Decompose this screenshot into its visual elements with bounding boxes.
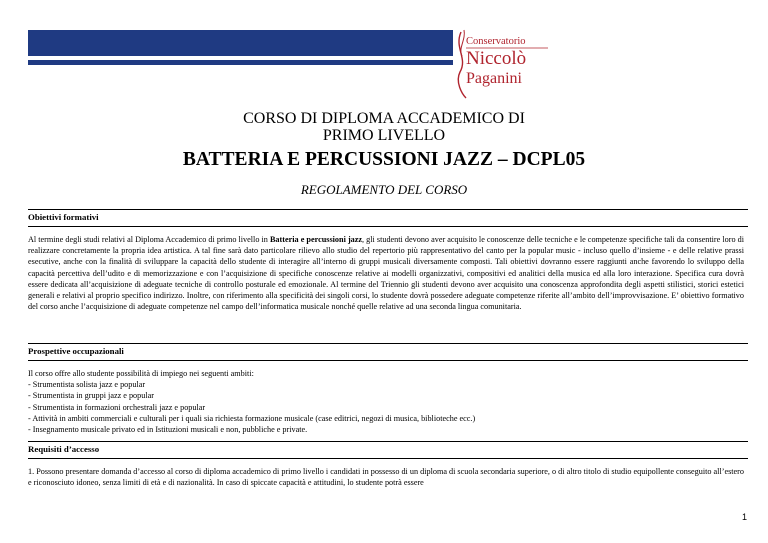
list-item: - Insegnamento musicale privato ed in Istituzioni musicali e non, pubbliche e private. [28,425,308,435]
header-band-thin [28,60,453,65]
obiettivi-paragraph [28,234,744,312]
logo-line-1: Conservatorio [466,36,526,47]
prospettive-list [28,368,744,435]
course-title: BATTERIA E PERCUSSIONI JAZZ – DCPL05 [182,149,586,170]
section-heading-prospettive: Prospettive occupazionali [28,346,124,356]
page-number: 1 [742,512,748,522]
obiettivi-text-end: , gli studenti devono aver acquisito le conoscenze delle tecniche e le competenze specifiche tali da consentire loro di realizzare concretamente la propria idea artistica. A tal fine sarà dato particolare rilievo allo studio del repertorio più rappresentativo del canto per la popular music - incluso quello d’insieme - e delle relative prassi esecutive, anche con la finalità di sviluppare la capacità dello studente di interagire all’interno di gruppi musicali diversamente composti. Tali obiettivi dovranno essere raggiunti anche favorendo lo sviluppo della capacità percettiva dell’udito e di memorizzazione e con l’acquisizione di specifiche conoscenze relative ai modelli organizzativi, compositivi ed analitici della musica ed alla loro interazione. Specifica cura dovrà essere dedicata all’acquisizione di adeguate tecniche di controllo posturale ed emozionale. Al termine del Triennio gli studenti devono aver acquisito una conoscenza approfondita degli aspetti stilistici, storici estetici generali e relativi al proprio specifico indirizzo. Inoltre, con riferimento alla specificità dei singoli corsi, lo studente dovrà possedere adeguate competenze riferite all’ambito dell’improvvisazione. E’ obiettivo formativo del corso anche l’acquisizione di adeguate competenze nel campo dell’informatica musicale nonché quelle relative ad una seconda lingua comunitaria. [28,235,745,312]
section-divider [28,441,748,442]
requisiti-paragraph: 1. Possono presentare domanda d’accesso al corso di diploma accademico di primo livello i candidati in possesso di un diploma di scuola secondaria superiore, o di altro titolo di studio equipollente conseguito all’estero e riconosciuto idoneo, senza limiti di età e di nazionalità. In caso di spiccate capacità e attitudini, lo studente potrà essere [28,467,744,488]
section-heading-requisiti: Requisiti d’accesso [28,444,100,454]
list-item: - Strumentista in gruppi jazz e popular [28,391,154,401]
obiettivi-text-start: Al termine degli studi relativi al Diploma Accademico di primo livello in [28,235,270,244]
list-item: - Strumentista in formazioni orchestrali jazz e popular [28,402,206,412]
section-divider [28,226,748,227]
document-subtitle: REGOLAMENTO DEL CORSO [300,182,468,197]
logo-line-3: Paganini [466,70,522,87]
list-item: - Attività in ambiti commerciali e culturali per i quali sia richiesta formazione musicale (case editrici, negozi di musica, biblioteche ecc.) [28,413,476,423]
document-title [0,110,768,144]
section-divider [28,343,748,344]
title-line-1: CORSO DI DIPLOMA ACCADEMICO DI [243,110,525,127]
section-divider [28,458,748,459]
list-item: - Strumentista solista jazz e popular [28,380,146,390]
section-heading-obiettivi: Obiettivi formativi [28,212,99,222]
section-divider [28,360,748,361]
logo-line-2: Niccolò [466,48,527,69]
prospettive-intro: Il corso offre allo studente possibilità di impiego nei seguenti ambiti: [28,369,254,378]
obiettivi-course-name: Batteria e percussioni jazz [269,235,363,244]
header-band [28,30,453,56]
section-divider [28,209,748,210]
title-line-2: PRIMO LIVELLO [322,127,446,144]
conservatorio-logo [452,28,552,98]
